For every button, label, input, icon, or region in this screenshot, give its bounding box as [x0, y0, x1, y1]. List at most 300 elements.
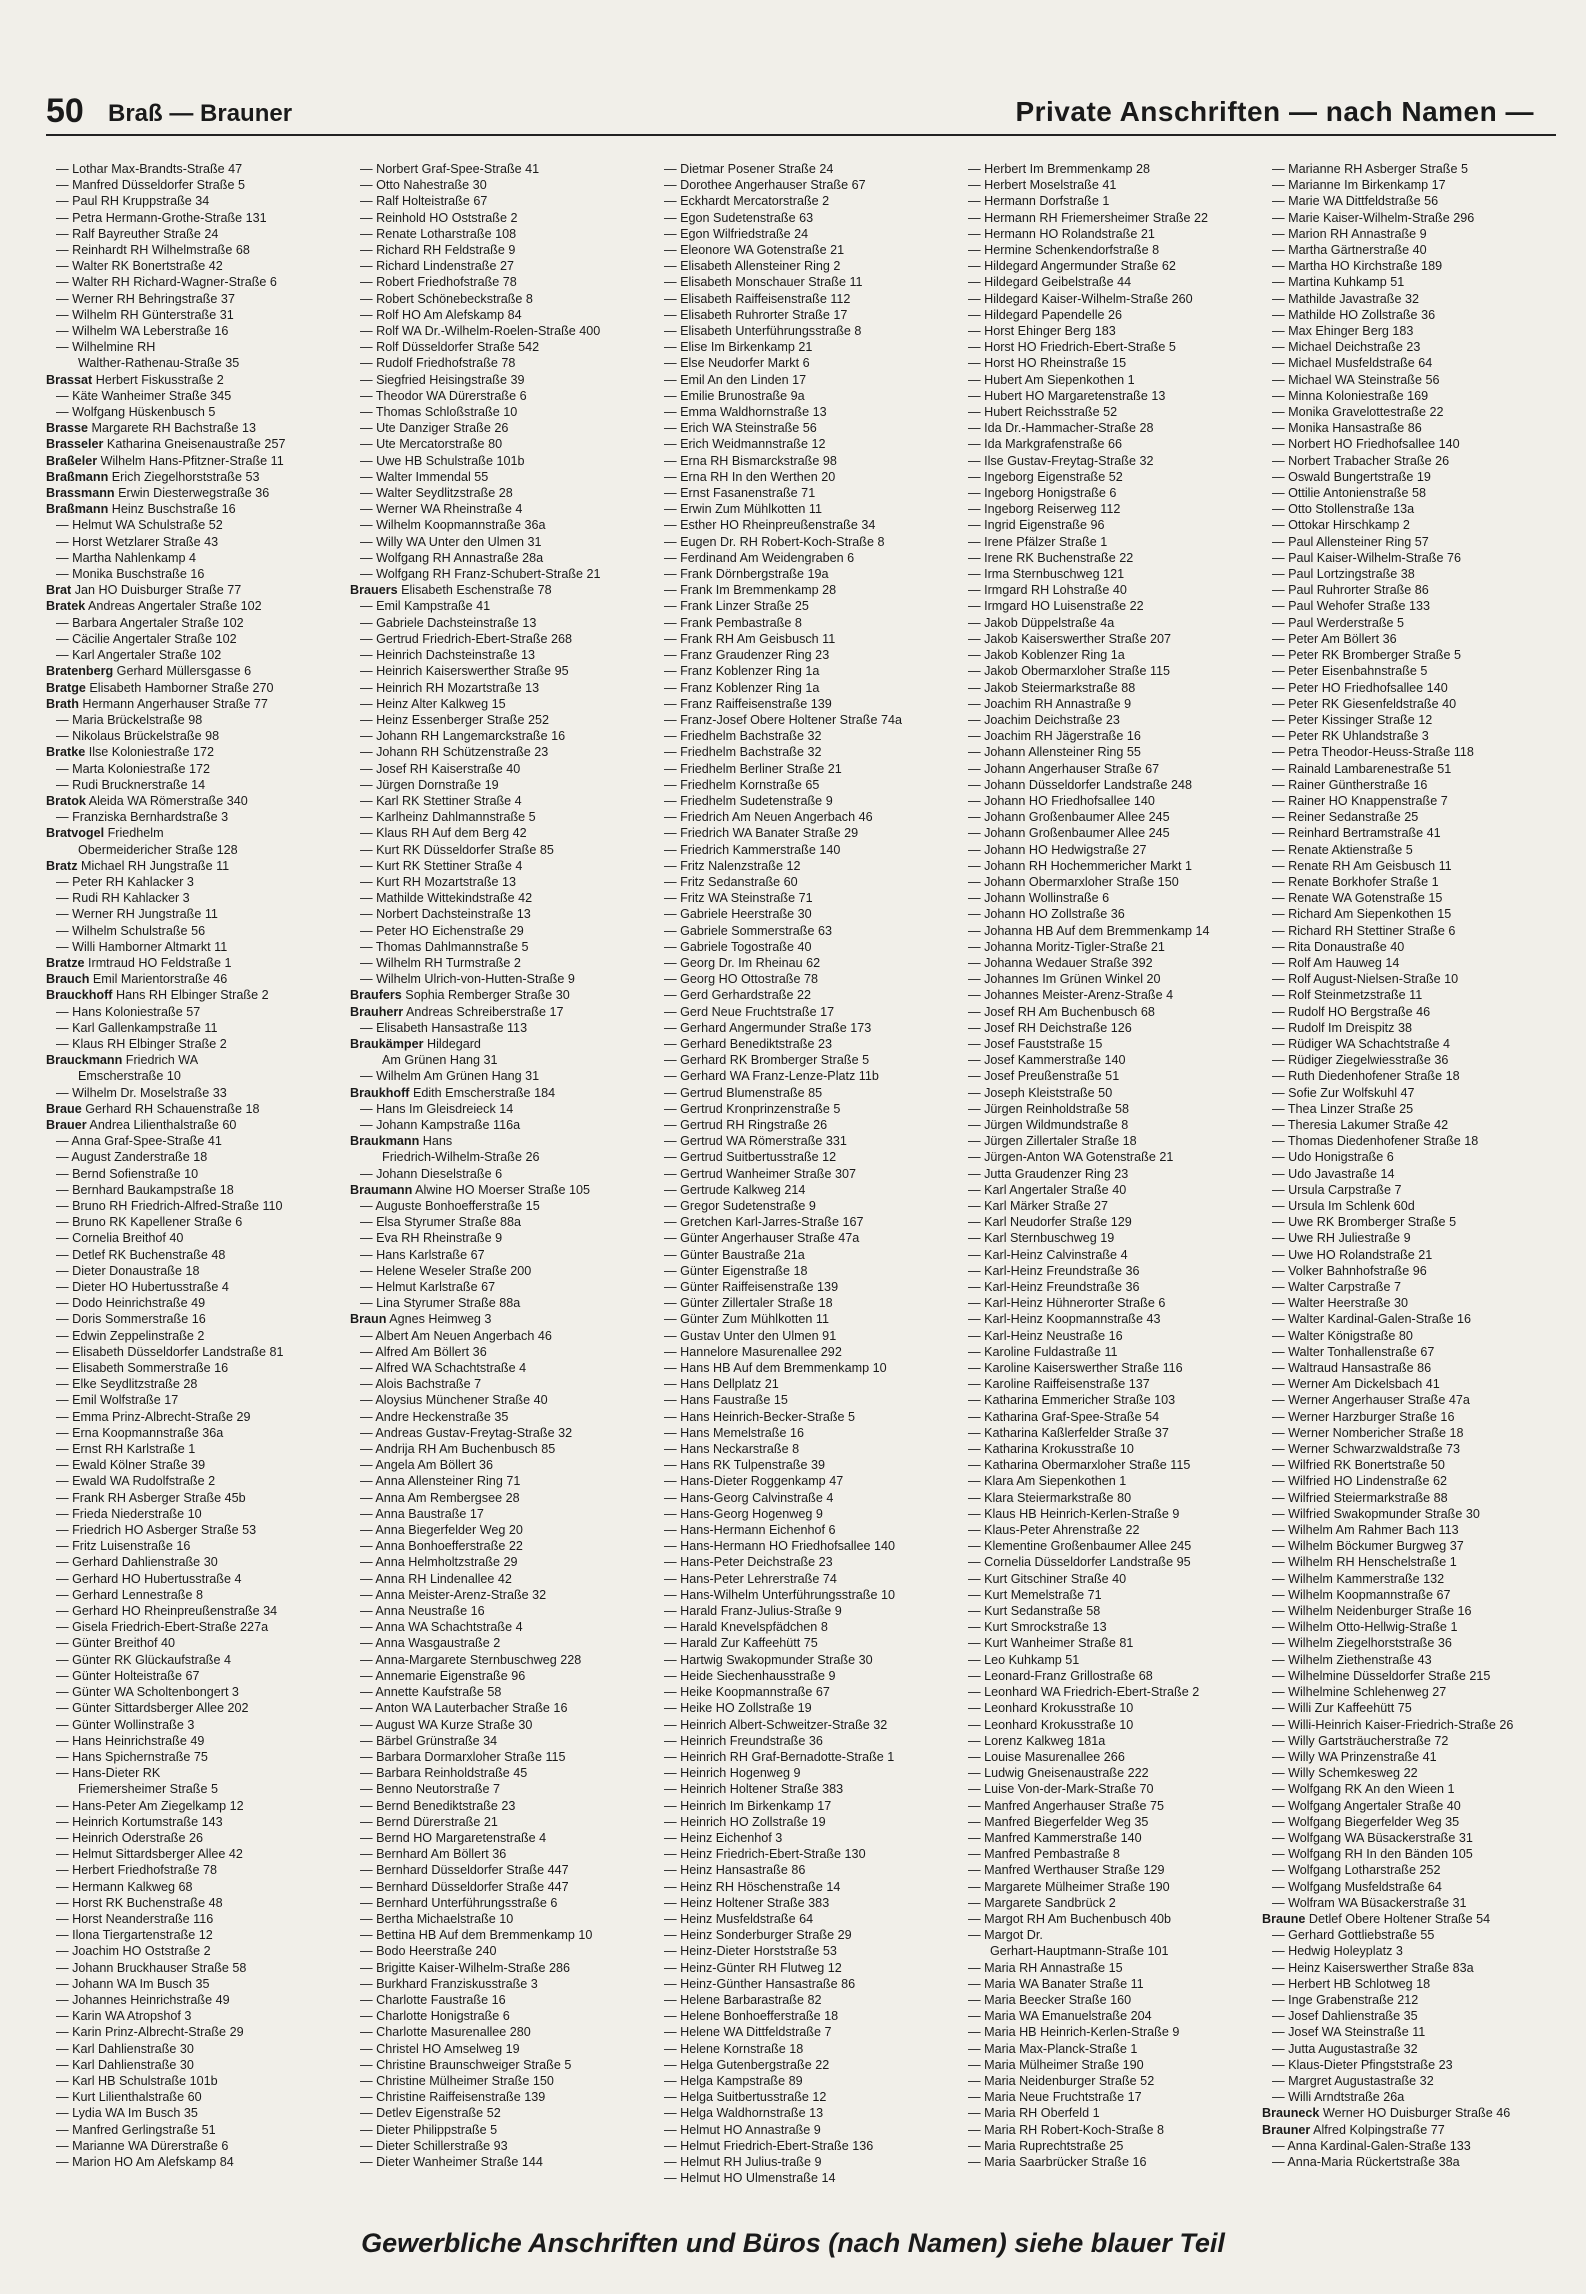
directory-entry: — Wolfgang WA Büsackerstraße 31 — [1272, 1830, 1473, 1845]
directory-entry: — Barbara Angertaler Straße 102 — [56, 615, 244, 630]
directory-entry: — Manfred Pembastraße 8 — [968, 1847, 1120, 1862]
directory-entry: — Wilhelm RH Turmstraße 2 — [360, 955, 521, 970]
directory-entry: — Gisela Friedrich-Ebert-Straße 227a — [56, 1620, 269, 1635]
directory-entry: — Rolf WA Dr.-Wilhelm-Roelen-Straße 400 — [360, 324, 601, 339]
directory-entry: — Hans-Peter Am Ziegelkamp 12 — [56, 1798, 244, 1813]
directory-entry: — Lydia WA Im Busch 35 — [56, 2106, 198, 2121]
directory-entry: — Gerd Neue Fruchtstraße 17 — [664, 1004, 835, 1019]
directory-entry: — Karl-Heinz Freundstraße 36 — [968, 1263, 1140, 1278]
directory-entry: — Rainer Güntherstraße 16 — [1272, 777, 1428, 792]
directory-entry: — Jakob Kaiserswerther Straße 207 — [968, 631, 1171, 646]
directory-entry: — Paul Kaiser-Wilhelm-Straße 76 — [1272, 550, 1461, 565]
directory-entry: — Maria Ruprechtstraße 25 — [968, 2138, 1124, 2153]
directory-entry: — Heike HO Zollstraße 19 — [664, 1701, 812, 1716]
directory-entry: — Andreas Gustav-Freytag-Straße 32 — [360, 1425, 573, 1440]
surname: Braufers — [350, 988, 402, 1003]
directory-entry: — Manfred Angerhauser Straße 75 — [968, 1798, 1165, 1813]
directory-entry: — Jutta Augustastraße 32 — [1272, 2041, 1418, 2056]
directory-entry: — Leonhard WA Friedrich-Ebert-Straße 2 — [968, 1685, 1200, 1700]
directory-entry: — Burkhard Franziskusstraße 3 — [360, 1976, 538, 1991]
directory-entry: — Johann HO Hedwigstraße 27 — [968, 842, 1147, 857]
directory-entry: — Maria Beecker Straße 160 — [968, 1992, 1132, 2007]
directory-entry: — Hartwig Swakopmunder Straße 30 — [664, 1652, 873, 1667]
directory-entry: — Anna Kardinal-Galen-Straße 133 — [1272, 2138, 1471, 2153]
directory-entry: — Josef Fauststraße 15 — [968, 1036, 1103, 1051]
directory-entry: — Reinhold HO Oststraße 2 — [360, 210, 518, 225]
directory-entry: — Karl Angertaler Straße 102 — [56, 648, 222, 663]
directory-entry: Brasseler Katharina Gneisenaustraße 257 — [46, 437, 286, 452]
directory-entry: — Wilhelm Ulrich-von-Hutten-Straße 9 — [360, 972, 575, 987]
directory-entry: — Richard RH Stettiner Straße 6 — [1272, 923, 1456, 938]
directory-entry: — Johann Obermarxloher Straße 150 — [968, 874, 1179, 889]
directory-entry: Brauer Andrea Lilienthalstraße 60 — [46, 1117, 237, 1132]
directory-entry: — Eugen Dr. RH Robert-Koch-Straße 8 — [664, 534, 885, 549]
directory-entry: — Kurt Lilienthalstraße 60 — [56, 2090, 202, 2105]
directory-entry: Walther-Rathenau-Straße 35 — [78, 356, 240, 371]
surname: Brauckmann — [46, 1053, 123, 1068]
directory-entry: — Uwe HB Schulstraße 101b — [360, 453, 525, 468]
directory-column-2 — [350, 161, 644, 2221]
directory-entry: — Wilhelm Neidenburger Straße 16 — [1272, 1604, 1472, 1619]
directory-entry: — Anna-Margarete Sternbuschweg 228 — [360, 1652, 582, 1667]
directory-entry: — Wilfried Steiermarkstraße 88 — [1272, 1490, 1448, 1505]
directory-entry: — Rudolf Friedhofstraße 78 — [360, 356, 516, 371]
directory-entry: — Doris Sommerstraße 16 — [56, 1312, 206, 1327]
directory-entry: — Minna Koloniestraße 169 — [1272, 388, 1429, 403]
directory-entry: — Friedhelm Berliner Straße 21 — [664, 761, 842, 776]
directory-entry: — Jürgen-Anton WA Gotenstraße 21 — [968, 1150, 1174, 1165]
directory-entry: — Maria WA Banater Straße 11 — [968, 1976, 1144, 1991]
directory-entry: — Gertrud WA Römerstraße 331 — [664, 1134, 847, 1149]
directory-entry: — Jürgen Zillertaler Straße 18 — [968, 1134, 1137, 1149]
directory-entry: — Anna Baustraße 17 — [360, 1506, 484, 1521]
directory-entry: — Wolfgang Musfeldstraße 64 — [1272, 1879, 1442, 1894]
directory-entry: — Karl Märker Straße 27 — [968, 1199, 1108, 1213]
directory-entry: — Hans Dellplatz 21 — [664, 1377, 779, 1392]
directory-entry: — Uwe RK Bromberger Straße 5 — [1272, 1215, 1457, 1230]
directory-entry: — Ottilie Antonienstraße 58 — [1272, 486, 1427, 501]
directory-entry: — Friedrich WA Banater Straße 29 — [664, 826, 859, 841]
directory-entry: — Erna RH In den Werthen 20 — [664, 469, 836, 484]
directory-entry: — Friedhelm Kornstraße 65 — [664, 777, 820, 792]
directory-entry: — Wilhelm Am Rahmer Bach 113 — [1272, 1523, 1459, 1538]
directory-entry: — Anna Biegerfelder Weg 20 — [360, 1523, 523, 1538]
surname: Braßmann — [46, 502, 109, 517]
directory-entry: Emscherstraße 10 — [78, 1069, 181, 1084]
directory-entry: — Heinz Hansastraße 86 — [664, 1863, 806, 1878]
directory-entry: Brauherr Andreas Schreiberstraße 17 — [350, 1004, 564, 1019]
directory-entry: — Leo Kuhkamp 51 — [968, 1652, 1080, 1667]
directory-entry: — Gabriele Heerstraße 30 — [664, 907, 812, 922]
directory-entry: — Bernd HO Margaretenstraße 4 — [360, 1830, 547, 1845]
directory-entry: — Esther HO Rheinpreußenstraße 34 — [664, 518, 876, 533]
directory-entry: — Willy WA Unter den Ulmen 31 — [360, 534, 542, 549]
directory-entry: — Maria RH Annastraße 15 — [968, 1960, 1123, 1975]
directory-entry: — Friedrich Am Neuen Angerbach 46 — [664, 810, 873, 825]
directory-entry: — Rüdiger Ziegelwiesstraße 36 — [1272, 1053, 1449, 1068]
directory-entry: — Joachim RH Jägerstraße 16 — [968, 729, 1141, 744]
directory-entry: — Michael WA Steinstraße 56 — [1272, 372, 1440, 387]
directory-entry: — Ursula Carpstraße 7 — [1272, 1182, 1402, 1197]
directory-entry: — Heinrich RH Graf-Bernadotte-Straße 1 — [664, 1749, 895, 1764]
directory-entry: — Marie WA Dittfeldstraße 56 — [1272, 194, 1439, 209]
directory-entry: — Wilfried HO Lindenstraße 62 — [1272, 1474, 1447, 1489]
directory-entry: — Heinz Holtener Straße 383 — [664, 1895, 830, 1910]
directory-entry: — Wilhelm Am Grünen Hang 31 — [360, 1069, 540, 1084]
directory-entry: — Gertrud RH Ringstraße 26 — [664, 1117, 828, 1132]
directory-entry: — Heinz-Dieter Horststraße 53 — [664, 1944, 837, 1959]
directory-entry: — Egon Wilfriedstraße 24 — [664, 226, 809, 241]
directory-entry: — Brigitte Kaiser-Wilhelm-Straße 286 — [360, 1960, 570, 1975]
directory-entry: — Franz-Josef Obere Holtener Straße 74a — [664, 712, 902, 727]
directory-entry: — Hans-Georg Calvinstraße 4 — [664, 1490, 834, 1505]
directory-entry: — Fritz WA Steinstraße 71 — [664, 891, 813, 906]
directory-entry: — Margret Augustastraße 32 — [1272, 2073, 1434, 2088]
page-number: 50 — [46, 92, 84, 130]
directory-entry: — Werner RH Jungstraße 11 — [56, 907, 218, 922]
directory-entry: — Kurt Smrockstraße 13 — [968, 1620, 1107, 1635]
directory-entry: — Wilfried RK Bonertstraße 50 — [1272, 1458, 1445, 1473]
directory-entry: — Dieter Donaustraße 18 — [56, 1263, 200, 1278]
directory-entry: — Wilhelmine RH — [56, 340, 156, 355]
directory-entry: — Joachim Deichstraße 23 — [968, 712, 1120, 727]
directory-entry: — Gerhard Dahlienstraße 30 — [56, 1555, 218, 1570]
directory-entry: — Mathilde Wittekindstraße 42 — [360, 891, 533, 906]
directory-entry: — Johann Großenbaumer Allee 245 — [968, 810, 1170, 825]
directory-entry: — Wolfgang RK An den Wieen 1 — [1272, 1782, 1455, 1797]
directory-entry: Friemersheimer Straße 5 — [78, 1782, 218, 1797]
directory-entry: — Rudi RH Kahlacker 3 — [56, 891, 190, 906]
directory-entry: — Rainald Lambarenestraße 51 — [1272, 761, 1452, 776]
directory-entry: — Marianne Im Birkenkamp 17 — [1272, 178, 1446, 193]
surname: Bratz — [46, 858, 78, 873]
directory-entry: — Werner Nombericher Straße 18 — [1272, 1425, 1464, 1440]
directory-entry: — Peter Am Böllert 36 — [1272, 631, 1397, 646]
directory-entry: — Rolf Am Hauweg 14 — [1272, 955, 1400, 970]
directory-entry: — Ferdinand Am Weidengraben 6 — [664, 550, 855, 565]
directory-entry: — Bodo Heerstraße 240 — [360, 1944, 497, 1959]
directory-entry: — Karlheinz Dahlmannstraße 5 — [360, 810, 536, 825]
directory-entry: — Ewald Kölner Straße 39 — [56, 1458, 206, 1473]
directory-entry: — Josef RH Kaiserstraße 40 — [360, 761, 521, 776]
directory-entry: — Jakob Düppelstraße 4a — [968, 615, 1115, 630]
directory-entry: — Renate Aktienstraße 5 — [1272, 842, 1413, 857]
directory-entry: — Peter RH Kahlacker 3 — [56, 874, 194, 889]
directory-entry: — Wilhelm WA Leberstraße 16 — [56, 324, 229, 339]
directory-entry: — Günter Holteistraße 67 — [56, 1668, 200, 1683]
directory-entry: — Fritz Luisenstraße 16 — [56, 1539, 191, 1554]
directory-entry: — Harald Franz-Julius-Straße 9 — [664, 1604, 842, 1619]
directory-entry: — Alfred Am Böllert 36 — [360, 1344, 487, 1359]
directory-entry: — Günter Zum Mühlkotten 11 — [664, 1312, 829, 1327]
directory-entry: — Günter Angerhauser Straße 47a — [664, 1231, 860, 1246]
directory-entry: — Maria Max-Planck-Straße 1 — [968, 2041, 1138, 2056]
directory-entry: — Marta Koloniestraße 172 — [56, 761, 210, 776]
directory-column-4 — [958, 161, 1252, 2221]
directory-entry: — Johann Allensteiner Ring 55 — [968, 745, 1141, 760]
directory-entry: — Frank RH Am Geisbusch 11 — [664, 631, 836, 646]
directory-entry: — Maria Saarbrücker Straße 16 — [968, 2154, 1147, 2169]
directory-entry: — Herbert Moselstraße 41 — [968, 178, 1117, 193]
directory-entry: — Oswald Bungertstraße 19 — [1272, 469, 1431, 484]
directory-column-1 — [46, 161, 340, 2221]
directory-entry: — Ruth Diedenhofener Straße 18 — [1272, 1069, 1460, 1084]
directory-entry: — Helmut Karlstraße 67 — [360, 1280, 496, 1295]
directory-entry: — Wolfgang Hüskenbusch 5 — [56, 405, 216, 420]
directory-entry: — Ida Dr.-Hammacher-Straße 28 — [968, 421, 1154, 436]
directory-entry: — Franz Koblenzer Ring 1a — [664, 680, 820, 695]
directory-entry: — Wilhelm Koopmannstraße 36a — [360, 518, 546, 533]
surname: Braukmann — [350, 1134, 420, 1149]
directory-entry: — Helga Waldhornstraße 13 — [664, 2106, 824, 2121]
directory-entry: — Barbara Dormarxloher Straße 115 — [360, 1749, 566, 1764]
directory-entry: — Hildegard Papendelle 26 — [968, 307, 1123, 322]
directory-entry: — Fritz Sedanstraße 60 — [664, 874, 798, 889]
directory-entry: — Jürgen Dornstraße 19 — [360, 777, 499, 792]
directory-entry: Braun Agnes Heimweg 3 — [350, 1312, 492, 1327]
directory-entry: — Petra Theodor-Heuss-Straße 118 — [1272, 745, 1474, 760]
directory-entry: — Otto Nahestraße 30 — [360, 178, 487, 193]
directory-entry: — Anna WA Schachtstraße 4 — [360, 1620, 523, 1635]
directory-entry: — Peter RK Giesenfeldstraße 40 — [1272, 696, 1457, 711]
directory-entry: — Margot Dr. — [968, 1928, 1043, 1943]
directory-entry: — Maria RH Robert-Koch-Straße 8 — [968, 2122, 1164, 2137]
directory-entry: — Bernhard Düsseldorfer Straße 447 — [360, 1863, 569, 1878]
directory-entry: — Ingeborg Honigstraße 6 — [968, 486, 1117, 501]
directory-entry: — Dodo Heinrichstraße 49 — [56, 1296, 206, 1311]
directory-entry: — Leonhard Krokusstraße 10 — [968, 1717, 1134, 1732]
directory-entry: — Heike Koopmannstraße 67 — [664, 1685, 830, 1700]
directory-entry: — Hubert Am Siepenkothen 1 — [968, 372, 1135, 387]
directory-entry: — Karl-Heinz Calvinstraße 4 — [968, 1247, 1128, 1262]
directory-entry: — Kurt RK Düsseldorfer Straße 85 — [360, 842, 554, 857]
directory-entry: — Wilhelm RH Henschelstraße 1 — [1272, 1555, 1457, 1570]
directory-entry: Braukämper Hildegard — [350, 1036, 481, 1051]
directory-entry: — Horst RK Buchenstraße 48 — [56, 1895, 223, 1910]
directory-entry: — Kurt Gitschiner Straße 40 — [968, 1571, 1127, 1586]
directory-entry: — Heinrich Holtener Straße 383 — [664, 1782, 844, 1797]
directory-entry: — Margarete Sandbrück 2 — [968, 1895, 1116, 1910]
directory-entry: — Jakob Steiermarkstraße 88 — [968, 680, 1136, 695]
directory-entry: — Volker Bahnhofstraße 96 — [1272, 1263, 1427, 1278]
directory-entry: — Heinz Kaiserswerther Straße 83a — [1272, 1960, 1474, 1975]
directory-entry: — Ralf Holteistraße 67 — [360, 194, 488, 209]
surname: Braukhoff — [350, 1085, 410, 1100]
directory-entry: — Walter Königstraße 80 — [1272, 1328, 1413, 1343]
directory-entry: — Uwe HO Rolandstraße 21 — [1272, 1247, 1433, 1262]
directory-entry: — Margarete Mülheimer Straße 190 — [968, 1879, 1170, 1894]
directory-entry: Bratok Aleida WA Römerstraße 340 — [46, 793, 248, 808]
directory-entry: — Robert Schönebeckstraße 8 — [360, 291, 533, 306]
directory-entry: — Hans Heinrichstraße 49 — [56, 1733, 205, 1748]
directory-entry: — Gabriele Sommerstraße 63 — [664, 923, 832, 938]
directory-entry: — Kurt Sedanstraße 58 — [968, 1604, 1101, 1619]
surname: Brassmann — [46, 486, 115, 501]
directory-entry: — Heinz Essenberger Straße 252 — [360, 712, 549, 727]
directory-entry: — Detlev Eigenstraße 52 — [360, 2106, 501, 2121]
directory-entry: — Hannelore Masurenallee 292 — [664, 1344, 842, 1359]
directory-entry: — Manfred Kammerstraße 140 — [968, 1830, 1142, 1845]
directory-entry: — Monika Hansastraße 86 — [1272, 421, 1422, 436]
directory-entry: — Günter Baustraße 21a — [664, 1247, 805, 1262]
directory-entry: — Emma Prinz-Albrecht-Straße 29 — [56, 1409, 251, 1424]
directory-entry: — Wolfgang Angertaler Straße 40 — [1272, 1798, 1461, 1813]
directory-entry: — Josef Dahlienstraße 35 — [1272, 2009, 1418, 2024]
directory-entry: — Heinrich HO Zollstraße 19 — [664, 1814, 826, 1829]
directory-entry: — Renate Lotharstraße 108 — [360, 226, 517, 241]
directory-entry: — Anna Neustraße 16 — [360, 1604, 485, 1619]
directory-entry: — Fritz Nalenzstraße 12 — [664, 858, 801, 873]
directory-entry: — Klaus RH Auf dem Berg 42 — [360, 826, 527, 841]
directory-entry: Braukhoff Edith Emscherstraße 184 — [350, 1085, 556, 1100]
directory-entry: — Günter RK Glückaufstraße 4 — [56, 1652, 231, 1667]
directory-entry: — Elisabeth Unterführungsstraße 8 — [664, 324, 862, 339]
surname: Brassat — [46, 372, 93, 387]
directory-entry: — Karoline Raiffeisenstraße 137 — [968, 1377, 1150, 1392]
surname: Bratvogel — [46, 826, 105, 841]
directory-entry: — Helmut WA Schulstraße 52 — [56, 518, 223, 533]
directory-entry: — Ilse Gustav-Freytag-Straße 32 — [968, 453, 1154, 468]
directory-entry: — Rita Donaustraße 40 — [1272, 939, 1405, 954]
directory-entry: — Hans Karlstraße 67 — [360, 1247, 485, 1262]
directory-entry: — Hermann RH Friemersheimer Straße 22 — [968, 210, 1209, 225]
directory-entry: — Anna Meister-Arenz-Straße 32 — [360, 1587, 547, 1602]
directory-entry: Obermeidericher Straße 128 — [78, 842, 238, 857]
surname: Bratek — [46, 599, 86, 614]
directory-entry: — Ute Mercatorstraße 80 — [360, 437, 503, 452]
directory-entry: — Richard Am Siepenkothen 15 — [1272, 907, 1452, 922]
directory-entry: — Josef WA Steinstraße 11 — [1272, 2025, 1426, 2040]
surname: Bratze — [46, 955, 85, 970]
directory-entry: — Reiner Sedanstraße 25 — [1272, 810, 1419, 825]
directory-entry: — Gabriele Togostraße 40 — [664, 939, 812, 954]
directory-entry: — Gertrud Suitbertusstraße 12 — [664, 1150, 837, 1165]
directory-entry: — Christine Mülheimer Straße 150 — [360, 2073, 554, 2088]
directory-entry: — Willy Gartsträucherstraße 72 — [1272, 1733, 1449, 1748]
directory-entry: — Rudolf Im Dreispitz 38 — [1272, 1020, 1412, 1035]
directory-entry: — Elisabeth Allensteiner Ring 2 — [664, 259, 841, 274]
directory-entry: — Heinrich Kaiserswerther Straße 95 — [360, 664, 569, 679]
directory-entry: — Hans-Peter Deichstraße 23 — [664, 1555, 833, 1570]
directory-entry: — Ingeborg Reiserweg 112 — [968, 502, 1121, 517]
directory-entry: — Thomas Schloßstraße 10 — [360, 405, 518, 420]
directory-entry: — Wilhelm Ziethenstraße 43 — [1272, 1652, 1432, 1667]
directory-entry: — Paul Ruhrorter Straße 86 — [1272, 583, 1429, 598]
directory-entry: — Helga Kampstraße 89 — [664, 2073, 803, 2088]
directory-entry: — Elisabeth Düsseldorfer Landstraße 81 — [56, 1344, 284, 1359]
directory-entry: — Anna Bonhoefferstraße 22 — [360, 1539, 523, 1554]
surname: Brauneck — [1262, 2106, 1320, 2121]
directory-entry: — Waltraud Hansastraße 86 — [1272, 1361, 1432, 1376]
directory-entry: — Annette Kaufstraße 58 — [360, 1685, 502, 1700]
directory-entry: — Emil An den Linden 17 — [664, 372, 807, 387]
directory-entry: — Sofie Zur Wolfskuhl 47 — [1272, 1085, 1415, 1100]
directory-entry: — Gerhard Lennestraße 8 — [56, 1587, 204, 1602]
directory-entry: — Johannes Im Grünen Winkel 20 — [968, 972, 1161, 987]
directory-entry: — Frank RH Asberger Straße 45b — [56, 1490, 246, 1505]
directory-entry: — Walter RH Richard-Wagner-Straße 6 — [56, 275, 277, 290]
directory-entry: — Karl Dahlienstraße 30 — [56, 2041, 194, 2056]
directory-entry: — Helga Suitbertusstraße 12 — [664, 2090, 827, 2105]
directory-entry: — Edwin Zeppelinstraße 2 — [56, 1328, 205, 1343]
directory-entry: — Heinz Friedrich-Ebert-Straße 130 — [664, 1847, 866, 1862]
directory-entry: — Rudi Brucknerstraße 14 — [56, 777, 206, 792]
directory-entry: — Werner Harzburger Straße 16 — [1272, 1409, 1455, 1424]
directory-entry: — Alfred WA Schachtstraße 4 — [360, 1361, 527, 1376]
directory-entry: — Willi Arndtstraße 26a — [1272, 2090, 1405, 2105]
directory-entry: — Christine Braunschweiger Straße 5 — [360, 2057, 572, 2072]
directory-entry: — Gerhard HO Hubertusstraße 4 — [56, 1571, 242, 1586]
directory-entry: — Walter Seydlitzstraße 28 — [360, 486, 513, 501]
directory-entry: — Anna Graf-Spee-Straße 41 — [56, 1134, 222, 1149]
directory-entry: — Anna Wasgaustraße 2 — [360, 1636, 501, 1651]
directory-entry: — Horst HO Friedrich-Ebert-Straße 5 — [968, 340, 1176, 355]
directory-entry: — Lothar Max-Brandts-Straße 47 — [56, 162, 243, 176]
directory-entry: — Ludwig Gneisenaustraße 222 — [968, 1766, 1149, 1781]
directory-entry: — Rüdiger WA Schachtstraße 4 — [1272, 1036, 1451, 1051]
directory-entry: — Norbert Graf-Spee-Straße 41 — [360, 162, 540, 176]
directory-entry: — Gerhard WA Franz-Lenze-Platz 11b — [664, 1069, 879, 1084]
directory-entry: — Kurt Wanheimer Straße 81 — [968, 1636, 1134, 1651]
directory-entry: — Egon Sudetenstraße 63 — [664, 210, 814, 225]
surname: Braumann — [350, 1182, 413, 1197]
surname: Braukämper — [350, 1036, 424, 1051]
directory-entry: Friedrich-Wilhelm-Straße 26 — [382, 1150, 540, 1165]
directory-entry: — Manfred Düsseldorfer Straße 5 — [56, 178, 245, 193]
directory-entry: — Thomas Diedenhofener Straße 18 — [1272, 1134, 1479, 1149]
directory-entry: — Karl Dahlienstraße 30 — [56, 2057, 194, 2072]
directory-entry: — Helmut HO Annastraße 9 — [664, 2122, 821, 2137]
directory-entry: — Peter HO Friedhofsallee 140 — [1272, 680, 1448, 695]
directory-entry: — Klementine Großenbaumer Allee 245 — [968, 1539, 1192, 1554]
directory-entry: — Heinz Eichenhof 3 — [664, 1830, 783, 1845]
directory-entry: Bratze Irmtraud HO Feldstraße 1 — [46, 955, 232, 970]
directory-entry: — Erich Weidmannstraße 12 — [664, 437, 826, 452]
directory-entry: — Paul RH Kruppstraße 34 — [56, 194, 210, 209]
directory-entry: — Richard Lindenstraße 27 — [360, 259, 515, 274]
directory-entry: — Gertrud Kronprinzenstraße 5 — [664, 1101, 841, 1116]
directory-entry: — Marianne WA Dürerstraße 6 — [56, 2138, 229, 2153]
directory-entry: — Bärbel Grünstraße 34 — [360, 1733, 498, 1748]
directory-entry: — Hans Koloniestraße 57 — [56, 1004, 201, 1019]
directory-entry: — Günter WA Scholtenbongert 3 — [56, 1685, 239, 1700]
directory-entry: — Dieter Philippstraße 5 — [360, 2122, 498, 2137]
directory-entry: Brasse Margarete RH Bachstraße 13 — [46, 421, 257, 436]
directory-entry: — Gerhard HO Rheinpreußenstraße 34 — [56, 1604, 278, 1619]
directory-entry: Bratke Ilse Koloniestraße 172 — [46, 745, 215, 760]
surname: Braßmann — [46, 469, 109, 484]
directory-entry: — Paul Wehofer Straße 133 — [1272, 599, 1430, 614]
directory-entry: — Marion HO Am Alefskamp 84 — [56, 2154, 234, 2169]
directory-entry: — Wilhelm Dr. Moselstraße 33 — [56, 1085, 227, 1100]
directory-entry: Bratek Andreas Angertaler Straße 102 — [46, 599, 262, 614]
directory-entry: — Helga Gutenbergstraße 22 — [664, 2057, 830, 2072]
directory-entry: — Benno Neutorstraße 7 — [360, 1782, 501, 1797]
directory-entry: — Helene Bonhoefferstraße 18 — [664, 2009, 839, 2024]
directory-entry: — Johanna Wedauer Straße 392 — [968, 955, 1153, 970]
directory-entry: — Mathilde Javastraße 32 — [1272, 291, 1419, 306]
directory-entry: — Joachim RH Annastraße 9 — [968, 696, 1132, 711]
directory-entry: — Michael Deichstraße 23 — [1272, 340, 1421, 355]
directory-entry: — Heinz Alter Kalkweg 15 — [360, 696, 506, 711]
directory-entry: — Paul Werderstraße 5 — [1272, 615, 1405, 630]
directory-entry: — Eleonore WA Gotenstraße 21 — [664, 243, 845, 258]
directory-entry: — Frank Linzer Straße 25 — [664, 599, 809, 614]
directory-entry: — Horst HO Rheinstraße 15 — [968, 356, 1127, 371]
directory-entry: Braukmann Hans — [350, 1134, 453, 1149]
directory-entry: — Hans Heinrich-Becker-Straße 5 — [664, 1409, 856, 1424]
directory-entry: — Else Neudorfer Markt 6 — [664, 356, 810, 371]
